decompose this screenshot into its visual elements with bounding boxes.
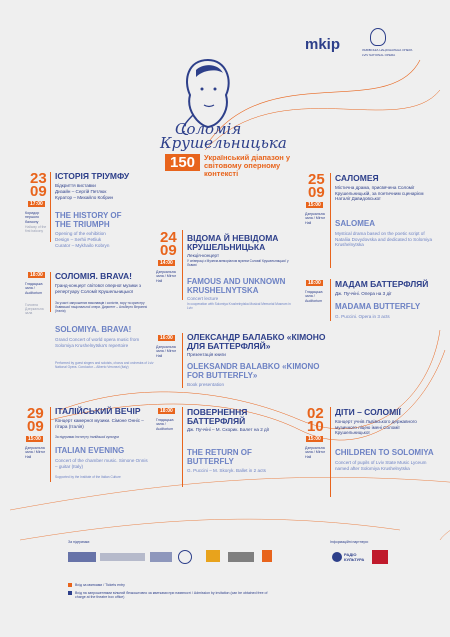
note-invitation: Вхід на запрошеннями вільний безкоштовно за квитками при наявності / Admission by invitation (can be obtained free of charge at the theatre box office) [75, 591, 268, 600]
event-month: 09 [308, 184, 325, 201]
event-venue: Глядацька зала / Auditorium [156, 418, 174, 431]
event-line: Куратор – Михайло Кобрин [55, 195, 114, 200]
event-title-ua: МАДАМ БАТТЕРФЛЯЙ [335, 279, 429, 289]
event-title-ua: ДІТИ – СОЛОМІЇ [335, 407, 401, 417]
invite-legend-icon [68, 591, 72, 595]
title-script-line1: Соломія [175, 120, 242, 138]
event-line-en: G. Puccini – M. Skoryk. Ballet in 2 acts [187, 468, 266, 473]
event-day: 23 [30, 170, 47, 187]
event-divider [182, 407, 183, 487]
event-venue-en: Hallway of the first balcony [25, 225, 47, 233]
sponsor-logo [100, 553, 145, 561]
event-line-en: Design – Serhii Petliuk [55, 237, 102, 242]
event-line: Лекція-концерт [187, 253, 220, 258]
event-day: 25 [308, 171, 325, 188]
event-tiny-en: Performed by guest singers and soloists, chorus and orchestra of Lviv National Opera. Conductor – Alberto Veronezi (Italy) [55, 361, 154, 369]
event-line-en: G. Puccini. Opera in 3 acts [335, 314, 390, 319]
ticket-legend-icon [68, 583, 72, 587]
support-label: За підтримки: [68, 540, 91, 544]
opera-logo-text-ua: ЛЬВІВСЬКА НАЦІОНАЛЬНА ОПЕРА [362, 48, 413, 52]
event-venue: Дзеркальна зала / Mirror Hall [156, 270, 177, 283]
radio-logo-text: РАДІО КУЛЬТУРА [344, 552, 365, 562]
event-venue: Коридор першого балкону [25, 211, 40, 224]
event-time: 14:00 [160, 260, 173, 266]
event-title-en: FAMOUS AND UNKNOWN KRUSHELNYTSKA [187, 277, 286, 295]
event-tiny-en: Supported by the Institute of the Italian Culture [55, 475, 121, 479]
event-line-en: Grand Concert of world opera music from Solomiya Krushelnytska's repertoire [55, 337, 140, 348]
event-line: Дж. Пуччіні – М. Скорик. Балет на 2 дії [187, 427, 270, 432]
opera-logo-text-en: LVIV NATIONAL OPERA [362, 53, 396, 57]
event-day: 29 [27, 405, 44, 422]
partner-logo [372, 550, 388, 564]
sponsor-logo [178, 550, 192, 564]
event-time: 15:00 [308, 202, 321, 208]
mkip-logo: mkip [305, 36, 341, 53]
event-title-en: OLEKSANDR BALABKO «KIMONO FOR BUTTERFLY» [187, 362, 320, 380]
event-title-en: SOLOMIYA. BRAVA! [55, 325, 132, 334]
event-title-ua: ІТАЛІЙСЬКИЙ ВЕЧІР [55, 406, 141, 416]
opera-logo-icon [370, 28, 386, 46]
event-time: 17:00 [30, 201, 43, 207]
event-title-ua: СОЛОМІЯ. BRAVA! [55, 271, 132, 281]
event-title-ua: ВІДОМА Й НЕВІДОМА КРУШЕЛЬНИЦЬКА [187, 233, 279, 252]
event-venue: Дзеркальна зала / Mirror Hall [305, 212, 326, 225]
event-divider [50, 407, 51, 482]
event-tiny: У співпраці з Музеєм-меморіалом музеєм Соломії Крушельницької у Львові [187, 259, 289, 267]
event-divider [330, 279, 331, 321]
sponsor-logo [262, 550, 272, 562]
event-month: 09 [160, 242, 177, 259]
event-title-en: SALOMEA [335, 219, 375, 228]
event-month: 10 [307, 418, 324, 435]
event-title-en: THE RETURN OF BUTTERFLY [187, 448, 252, 466]
event-title-en: THE HISTORY OF THE TRIUMPH [55, 211, 122, 229]
title-script-line2: Крушельницька [160, 134, 287, 152]
event-time: 18:00 [160, 408, 173, 414]
event-divider [330, 407, 331, 497]
event-day: 24 [160, 229, 177, 246]
event-venue: Глядацька зала / Auditorium [305, 290, 323, 303]
event-tiny-en: In cooperation with Solomiya Krushelnytska Musical Memorial Museum in Lviv [187, 302, 291, 310]
event-venue: Дзеркальна зала / Mirror Hall [305, 446, 326, 459]
event-line-en: Concert of pupils of Lviv State Music Lyceum named after Solomiya Krushelnytska [335, 460, 427, 471]
event-title-en: CHILDREN TO SOLOMIYA [335, 448, 434, 457]
event-title-en: MADAMA BUTTERFLY [335, 302, 421, 311]
event-tiny: За участі запрошених виконавців і солістів, хору та оркестру Львівської національної опери. Диригент – Альберто Веронезі (Італія) [55, 301, 148, 313]
event-line: Дизайн – Сергій Петлюк [55, 189, 107, 194]
event-month: 09 [30, 183, 47, 200]
event-line: Презентація книги [187, 352, 226, 357]
event-line: Відкриття виставки [55, 183, 96, 188]
event-time: 16:00 [160, 335, 173, 341]
event-line: Містична драма, присвячена Соломії Крушельницькій, за поетичним сценарієм Наталії Давидовської [335, 185, 424, 202]
title-tagline: Український діапазон у світовому оперному контексті [204, 153, 291, 178]
event-line: Гранд-концерт світової оперної музики з репертуару Соломії Крушельницької [55, 283, 142, 294]
event-venue: Глядацька зала / Auditorium [25, 282, 43, 295]
event-line: Концерт камерної музики. Сімоне Онніс – гітара (Італія) [55, 418, 144, 429]
event-day: 02 [307, 405, 324, 422]
event-tiny: За підтримки Інституту італійської культури [55, 435, 120, 439]
event-line-en: Concert of the chamber music. Simone Onnis – guitar (Italy) [55, 458, 148, 469]
event-divider [182, 230, 183, 300]
event-line: Дж. Пуччіні. Опера на 3 дії [335, 291, 392, 296]
event-title-ua: ІСТОРІЯ ТРІУМФУ [55, 171, 130, 181]
event-title-ua: ПОВЕРНЕННЯ БАТТЕРФЛЯЙ [187, 407, 248, 426]
radio-logo-icon [332, 552, 342, 562]
event-title-ua: ОЛЕКСАНДР БАЛАБКО «КІМОНО ДЛЯ БАТТЕРФЛЯЙ» [187, 332, 326, 351]
event-venue: Дзеркальна зала / Mirror Hall [156, 345, 177, 358]
event-divider [330, 173, 331, 268]
event-title-ua: САЛОМЕЯ [335, 173, 379, 183]
sponsor-logo [68, 552, 96, 562]
event-line-en: Concert lecture [187, 296, 219, 301]
sponsor-logo [206, 550, 220, 562]
note-tickets: Вхід за квитками / Tickets entry [75, 583, 125, 587]
event-line-en: Book presentation [187, 382, 225, 387]
sponsor-logo [228, 552, 254, 562]
sponsor-logo [150, 552, 172, 562]
event-month: 09 [27, 418, 44, 435]
partners-label: Інформаційні партнери: [330, 540, 369, 544]
event-time: 15:00 [28, 436, 41, 442]
event-line-en: Curator – Mykhailo Kobryn [55, 243, 110, 248]
event-line-en: Opening of the exhibition [55, 231, 106, 236]
event-divider [50, 172, 51, 242]
event-time: 18:00 [30, 272, 43, 278]
event-venue: Дзеркальна зала / Mirror Hall [25, 446, 46, 459]
event-time: 15:00 [308, 436, 321, 442]
event-venue-extra: Головна Дзеркальна зала [25, 303, 44, 315]
event-divider [182, 333, 183, 388]
event-line: Концерт учнів Львівського державного музичного ліцею імені Соломії Крушельницької [335, 419, 417, 436]
title-number-150: 150 [165, 154, 200, 171]
event-time: 18:00 [308, 280, 321, 286]
event-divider [50, 272, 51, 312]
event-line-en: Mystical drama based on the poetic script of Nataliia Dovydovska and dedicated to Solomiya Krushelnytska [335, 231, 433, 248]
event-title-en: ITALIAN EVENING [55, 446, 125, 455]
